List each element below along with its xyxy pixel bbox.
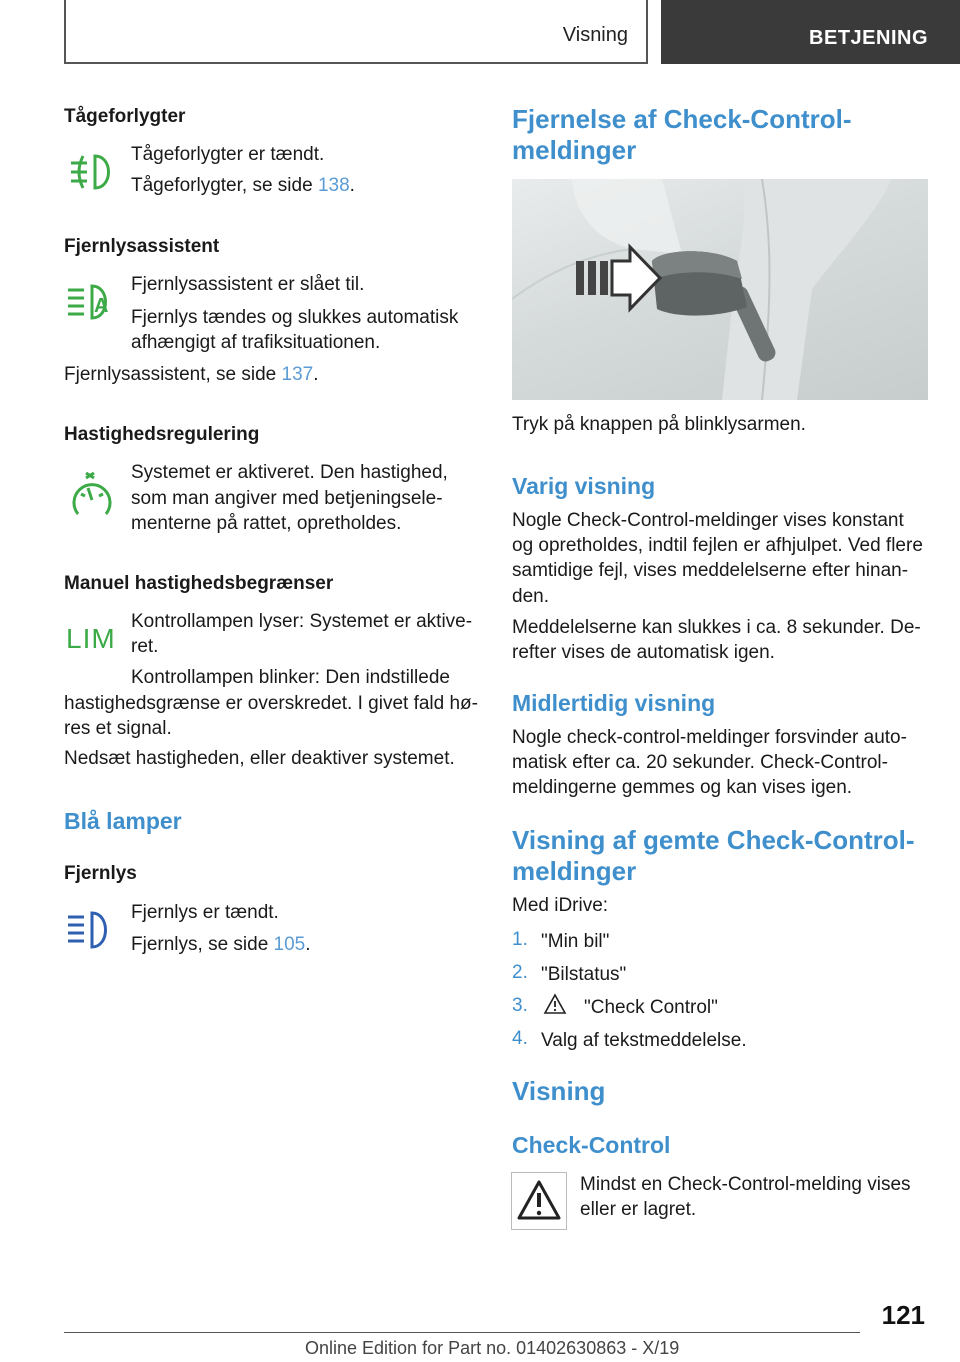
highbeam-icon [66,909,118,951]
step-number: 1. [512,929,528,950]
highbeam-assist-line2b: afhængigt af trafiksituationen. [131,332,381,353]
cc-line1: Mindst en Check-Control-melding vises [580,1174,911,1195]
warning-triangle-icon [543,993,567,1020]
check-control-warning-icon [511,1172,567,1230]
page-number: 121 [881,1300,925,1330]
limiter-line4: hastighedsgrænse er overskredet. I givet fald hø‐ [64,693,478,714]
fog-title: Tågeforlygter [64,106,186,127]
fog-line2 [131,173,355,198]
midl-line3: meldingerne gemmes og kan vises igen. [512,777,853,798]
cruise-title: Hastighedsregulering [64,424,260,445]
highbeam-assist-line2a: Fjernlys tændes og slukkes automatisk [131,307,459,328]
highbeam-line2-end: . [305,934,311,955]
midl-line2: matisk efter ca. 20 sekunder. Check-Control- [512,752,888,773]
varig-line6: refter vises de automatisk igen. [512,642,775,663]
visning-heading: Visning [512,1076,606,1106]
limiter-line5: res et signal. [64,718,172,739]
cruise-line3: menterne på rattet, opretholdes. [131,513,402,534]
step-number: 4. [512,1028,528,1049]
varig-line2: og opretholdes, indtil fejlen er afhjulpet. Ved flere [512,535,923,556]
step-text: "Min bil" [541,931,610,952]
fog-line1: Tågeforlygter er tændt. [131,144,325,165]
limiter-line1: Kontrollampen lyser: Systemet er aktive‐ [131,611,473,632]
step-text: "Bilstatus" [541,964,627,985]
header-section-label: Visning [562,24,628,46]
remove-cc-heading-line2: meldinger [512,135,637,165]
limiter-line6: Nedsæt hastigheden, eller deaktiver systemet. [64,748,455,769]
svg-text:A: A [94,295,109,317]
limiter-line2: ret. [131,636,159,657]
varig-heading: Varig visning [512,473,656,499]
blue-lamps-heading: Blå lamper [64,808,182,834]
photo-caption: Tryk på knappen på blinklysarmen. [512,414,806,435]
midl-line1: Nogle check-control-meldinger forsvinder auto‐ [512,727,907,748]
cruise-control-icon [68,470,116,520]
varig-line5: Meddelelserne kan slukkes i ca. 8 sekunder. De‐ [512,617,921,638]
footer-divider [64,1332,860,1333]
step-number: 3. [512,995,528,1016]
midl-heading: Midlertidig visning [512,690,716,716]
header-chapter-tab [661,0,960,64]
remove-cc-heading-line1: Fjernelse af Check-Control- [512,104,852,134]
gemte-heading-line1: Visning af gemte Check-Control- [512,825,915,855]
highbeam-assist-page-link[interactable]: 137 [281,364,314,385]
step-number: 2. [512,962,528,983]
header-section-box [64,0,648,64]
highbeam-line2 [131,932,311,957]
fog-page-link[interactable]: 138 [317,175,350,196]
varig-line3: samtidige fejl, vises meddelelserne efter hinan‐ [512,560,909,581]
footer-edition: Online Edition for Part no. 01402630863 - X/19 [305,1338,680,1358]
highbeam-assist-icon [66,282,118,324]
turn-signal-stalk-photo [512,179,928,400]
highbeam-assist-line1: Fjernlysassistent er slået til. [131,274,365,295]
cruise-line2: som man angiver med betjeningsele‐ [131,488,443,509]
limiter-line3: Kontrollampen blinker: Den indstillede [131,667,450,688]
highbeam-title: Fjernlys [64,863,137,884]
cruise-line1: Systemet er aktiveret. Den hastighed, [131,462,448,483]
gemte-heading [512,825,915,887]
highbeam-line2-text: Fjernlys, se side [131,934,274,955]
step-text: "Check Control" [584,997,718,1018]
highbeam-assist-ref-text: Fjernlysassistent, se side [64,364,282,385]
cc-line2: eller er lagret. [580,1199,697,1220]
step-text: Valg af tekstmeddelelse. [541,1030,747,1051]
highbeam-line1: Fjernlys er tændt. [131,902,279,923]
highbeam-assist-ref-end: . [313,364,319,385]
gemte-intro: Med iDrive: [512,895,609,916]
header-chapter-label: BETJENING [809,27,928,49]
limiter-title: Manuel hastighedsbegrænser [64,573,334,594]
highbeam-page-link[interactable]: 105 [273,934,306,955]
fog-light-icon [67,152,117,192]
fog-line2-text: Tågeforlygter, se side [131,175,318,196]
varig-line1: Nogle Check-Control-meldinger vises konstant [512,510,904,531]
cc-heading: Check-Control [512,1132,671,1158]
highbeam-assist-title: Fjernlysassistent [64,236,220,257]
gemte-heading-line2: meldinger [512,856,637,886]
fog-line2-end: . [349,175,355,196]
limiter-lim-icon: LIM [66,623,116,654]
varig-line4: den. [512,586,549,607]
highbeam-assist-ref [64,362,319,387]
remove-cc-heading [512,104,852,166]
